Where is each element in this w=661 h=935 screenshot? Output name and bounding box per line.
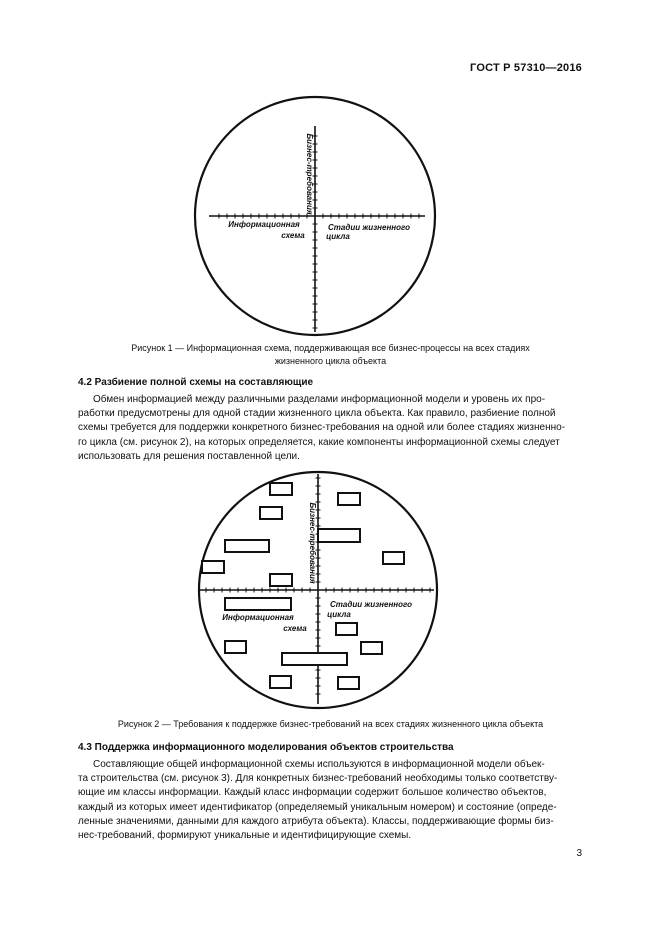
section-4-2-heading: 4.2 Разбиение полной схемы на составляющие (78, 377, 314, 388)
axis-label-lifecycle-2: цикла (327, 610, 351, 619)
requirement-block (225, 641, 246, 653)
requirement-block (225, 598, 291, 610)
section-4-3-paragraph (78, 758, 583, 843)
axis-label-lifecycle-2: цикла (326, 232, 350, 241)
figure-1-caption-line2: жизненного цикла объекта (274, 356, 387, 366)
requirement-block (270, 574, 292, 586)
paragraph-line: Обмен информацией между различными разделами информационной модели и уровень их про- (93, 394, 546, 405)
paragraph-line: нес-требований, формируют уникальные и идентифицирующие схемы. (78, 830, 412, 842)
figure-1-diagram (185, 92, 445, 342)
paragraph-line: ленные значениями, данными для каждого атрибута объекта). Классы, поддерживающие формы биз- (78, 815, 554, 827)
axis-label-infoscheme-2: схема (281, 231, 305, 240)
requirement-block (336, 623, 357, 635)
axis-label-lifecycle-1: Стадии жизненного (330, 600, 412, 609)
requirement-block (282, 653, 347, 665)
paragraph-line: каждый из которых имеет идентификатор (определяемый уникальным номером) и состояние (опреде- (78, 801, 557, 813)
paragraph-line: Составляющие общей информационной схемы используются в информационной модели объек- (93, 759, 545, 770)
figure-1-caption (60, 342, 601, 368)
requirement-block (270, 676, 291, 688)
figure-2-caption: Рисунок 2 — Требования к поддержке бизнес-требований на всех стадиях жизненного цикла объекта (117, 719, 544, 729)
paragraph-line: работки предусмотрены для одной стадии жизненного цикла объекта. Как правило, разбиение полной (78, 408, 556, 420)
requirement-block (225, 540, 269, 552)
paragraph-line: схемы требуется для поддержки конкретного бизнес-требования на одной или более стадиях жизненно- (78, 422, 566, 434)
requirement-block (338, 677, 359, 689)
section-4-3-heading: 4.3 Поддержка информационного моделирования объектов строительства (78, 742, 454, 753)
requirement-block (318, 529, 360, 542)
paragraph-line: ющие им классы информации. Каждый класс информации содержит большое количество объектов, (78, 787, 547, 799)
requirement-blocks (202, 483, 404, 689)
document-header: ГОСТ Р 57310—2016 (470, 62, 582, 74)
figure-1-caption-line1: Рисунок 1 — Информационная схема, поддерживающая все бизнес-процессы на всех стадиях (131, 343, 530, 353)
axis-label-business: Бизнес-требования (305, 133, 314, 215)
figure-2-diagram (194, 466, 444, 714)
requirement-block (202, 561, 224, 573)
requirement-block (383, 552, 404, 564)
requirement-block (338, 493, 360, 505)
section-4-2-paragraph (78, 393, 583, 464)
axis-label-infoscheme-1: Информационная (222, 613, 294, 622)
paragraph-line: та строительства (см. рисунок 3). Для конкретных бизнес-требований необходимы только соответству- (78, 773, 558, 785)
axis-label-business: Бизнес-требования (308, 502, 317, 584)
requirement-block (260, 507, 282, 519)
axis-ticks (219, 136, 419, 328)
axis-label-infoscheme-1: Информационная (228, 220, 300, 229)
figure-1 (185, 92, 445, 342)
axis-label-lifecycle-1: Стадии жизненного (328, 223, 410, 232)
figure-2 (194, 466, 444, 714)
axis-label-infoscheme-2: схема (283, 624, 307, 633)
paragraph-line: го цикла (см. рисунок 2), на которых определяется, какие компоненты информационной схемы следует (78, 436, 560, 448)
page-number: 3 (576, 848, 582, 859)
requirement-block (361, 642, 382, 654)
requirement-block (270, 483, 292, 495)
paragraph-line: использовать для решения поставленной цели. (78, 450, 300, 462)
